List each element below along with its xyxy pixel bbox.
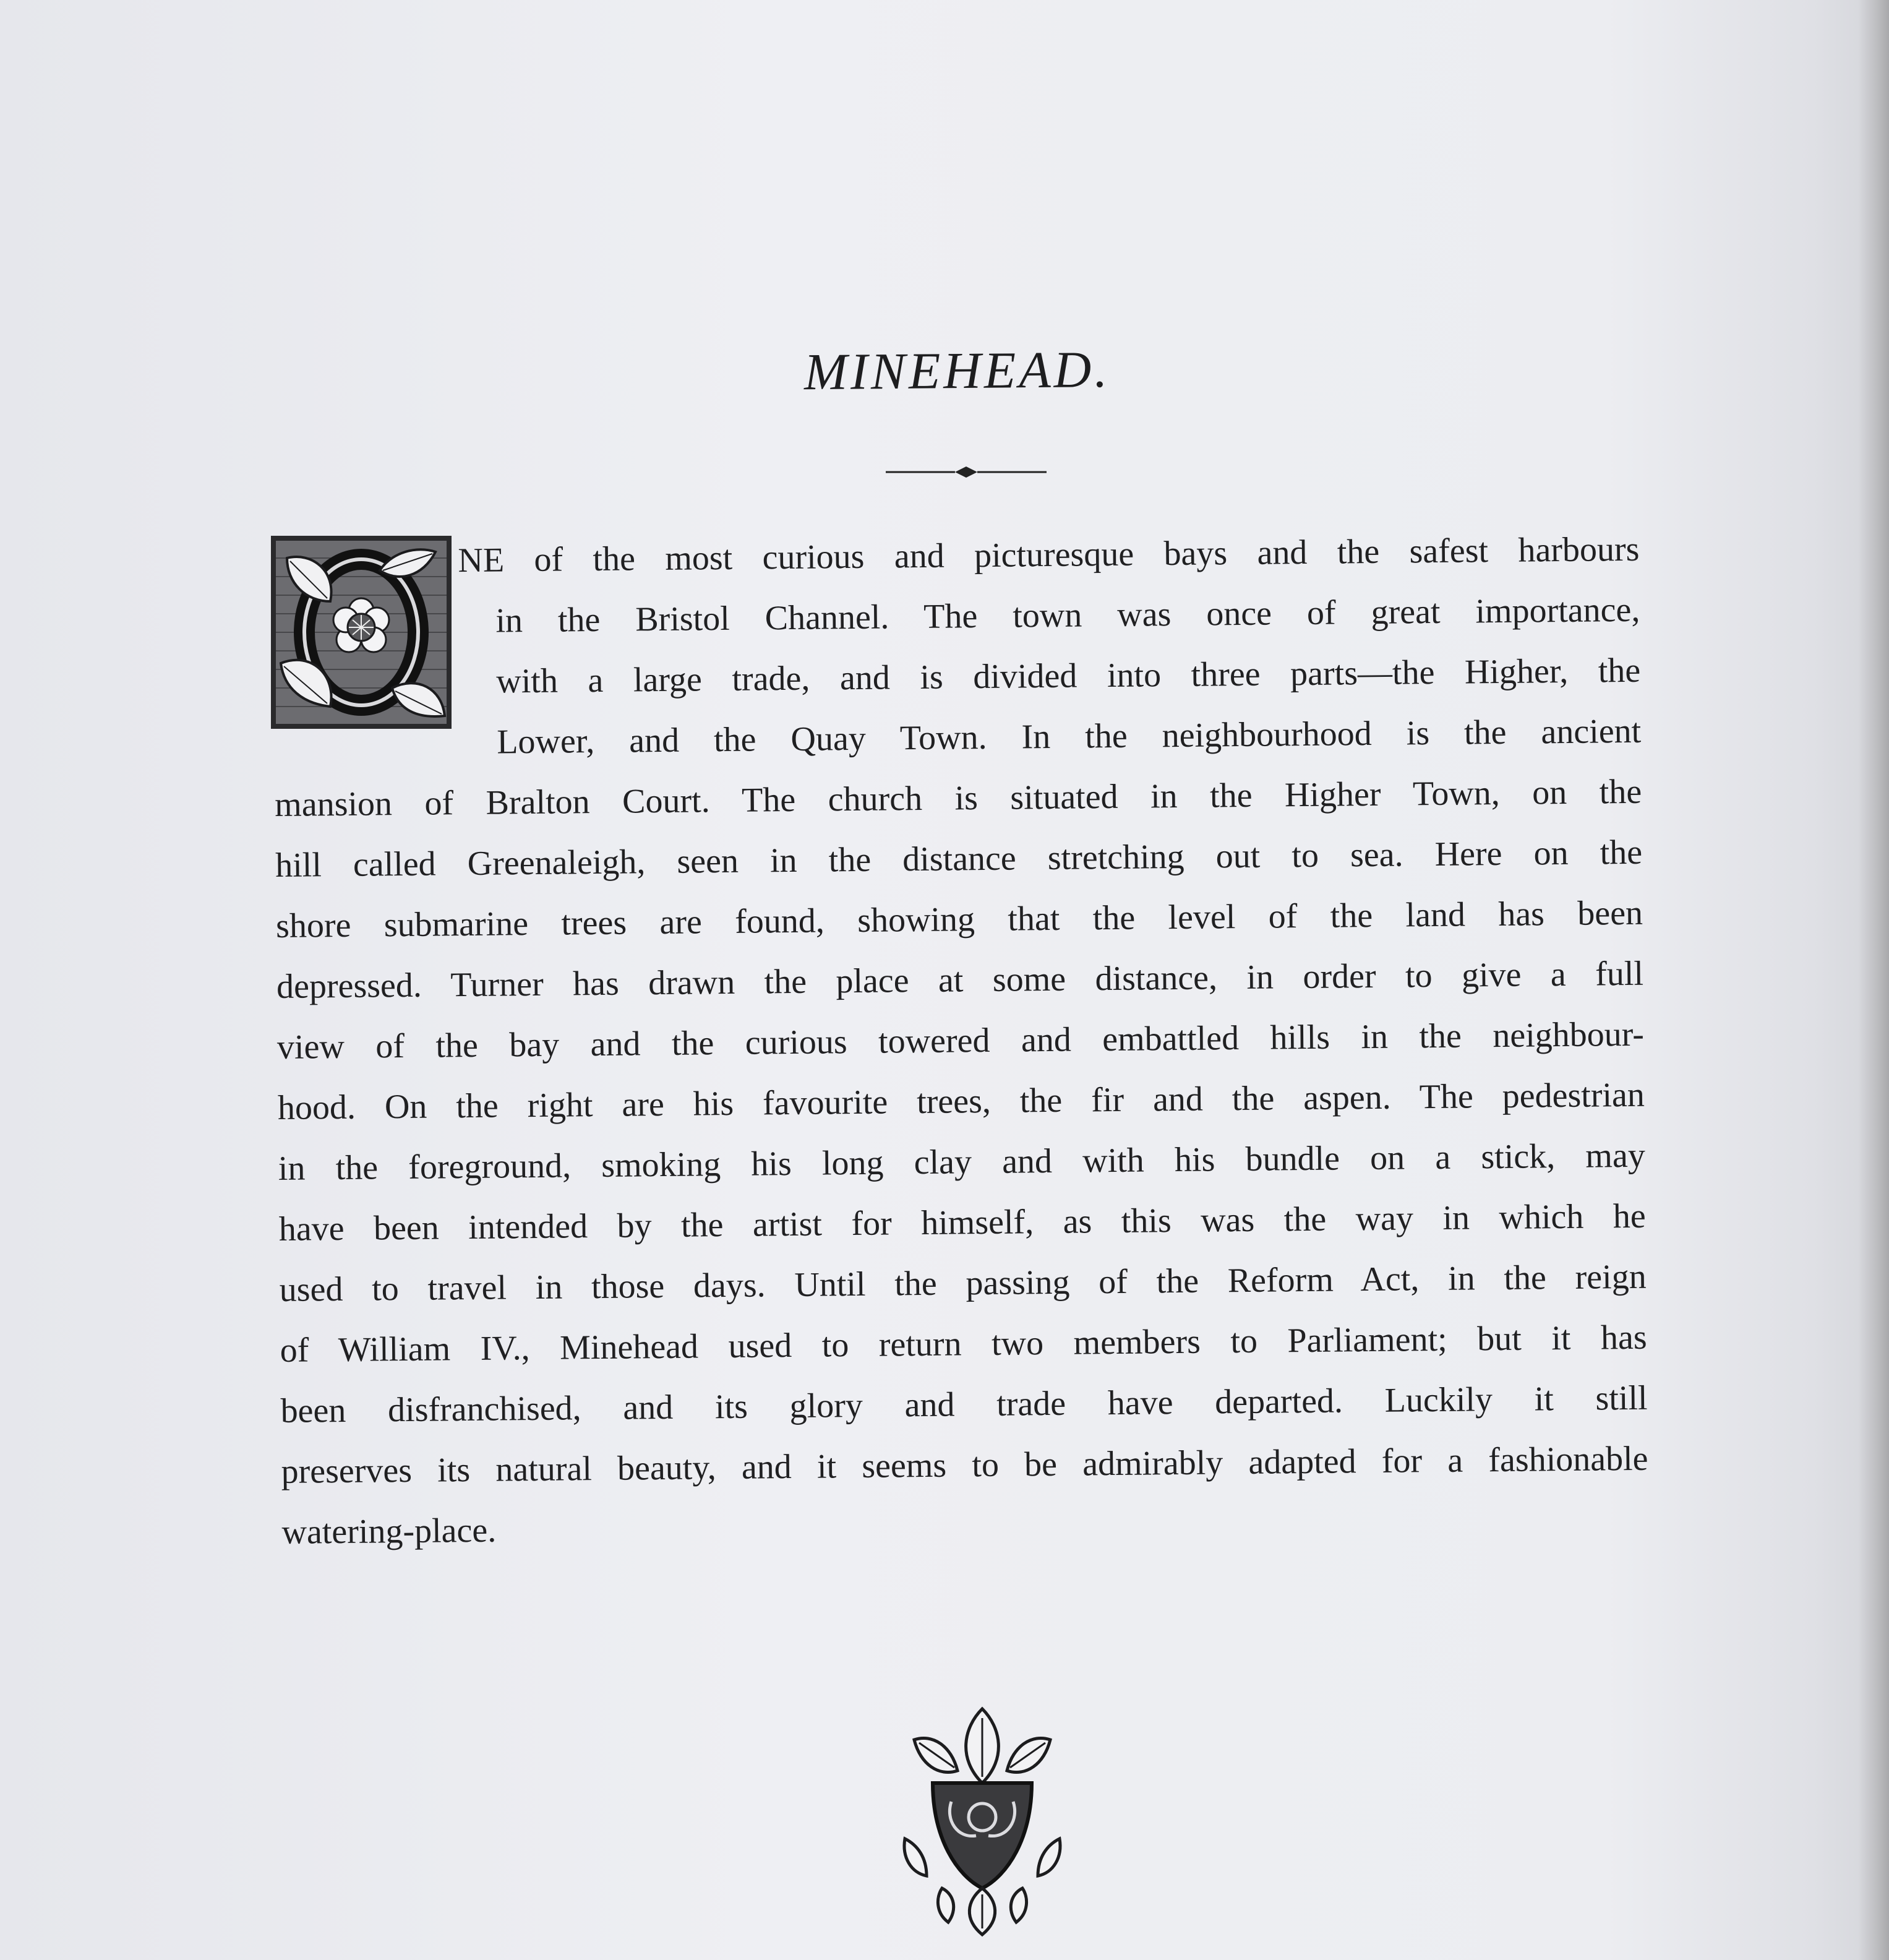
tailpiece-ornament — [889, 1703, 1075, 1938]
text-line: in the Bristol Channel. The town was once of great importance, — [495, 590, 1640, 640]
text-line: Lower, and the Quay Town. In the neighbourhood is the ancient — [496, 711, 1642, 762]
text-line: shore submarine trees are found, showing that the level of the land has been — [275, 893, 1643, 945]
page-edge-shadow — [1858, 0, 1889, 1960]
text-line: watering-place. — [281, 1511, 497, 1552]
text-line: have been intended by the artist for himself, as this was the way in which he — [278, 1197, 1647, 1249]
text-line: with a large trade, and is divided into three parts—the Higher, the — [496, 651, 1641, 701]
page-title: MINEHEAD. — [803, 340, 1111, 402]
text-line: of William IV., Minehead used to return two members to Parliament; but it has — [280, 1318, 1647, 1370]
text-line: mansion of Bralton Court. The church is situated in the Higher Town, on the — [274, 772, 1642, 824]
text-line: view of the bay and the curious towered and embattled hills in the neighbour- — [276, 1015, 1645, 1067]
text-line: NE of the most curious and picturesque bays and the safest harbours — [458, 530, 1640, 580]
text-line: used to travel in those days. Until the passing of the Reform Act, in the reign — [279, 1257, 1647, 1309]
text-line: hood. On the right are his favourite trees, the fir and the aspen. The pedestrian — [277, 1075, 1645, 1127]
text-line: been disfranchised, and its glory and trade have departed. Luckily it still — [280, 1378, 1648, 1430]
body-paragraph — [272, 519, 1649, 1563]
text-line: depressed. Turner has drawn the place at some distance, in order to give a full — [276, 954, 1644, 1006]
text-line: hill called Greenaleigh, seen in the distance stretching out to sea. Here on the — [275, 833, 1643, 885]
text-line: preserves its natural beauty, and it seems to be admirably adapted for a fashionable — [281, 1439, 1648, 1491]
text-line: in the foreground, smoking his long clay and with his bundle on a stick, may — [278, 1136, 1646, 1188]
divider-ornament — [886, 463, 1047, 481]
